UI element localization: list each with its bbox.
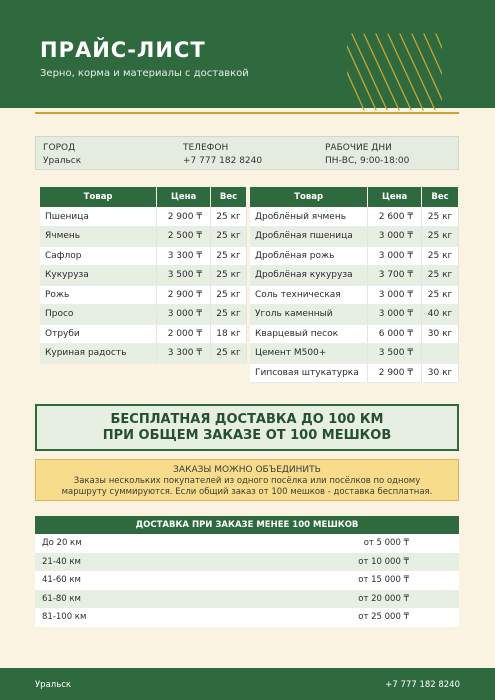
product-price: 3 000 ₸ <box>368 246 422 266</box>
product-price: 3 000 ₸ <box>368 285 422 305</box>
product-weight: 18 кг <box>211 324 247 344</box>
table-row <box>40 227 247 247</box>
product-name: Отруби <box>40 324 157 344</box>
delivery-table-title: ДОСТАВКА ПРИ ЗАКАЗЕ МЕНЕЕ 100 МЕШКОВ <box>35 516 459 534</box>
header-banner <box>0 0 495 108</box>
table-row <box>250 227 459 247</box>
product-name: Просо <box>40 305 157 325</box>
column-header-weight: Вес <box>422 187 459 207</box>
product-price: 2 000 ₸ <box>157 324 211 344</box>
product-weight: 30 кг <box>422 363 459 383</box>
table-row <box>250 285 459 305</box>
product-weight <box>422 344 459 364</box>
table-row <box>250 344 459 364</box>
product-name: Соль техническая <box>250 285 368 305</box>
product-price: 3 500 ₸ <box>157 266 211 286</box>
table-row <box>250 324 459 344</box>
product-name: Цемент М500+ <box>250 344 368 364</box>
delivery-distance: 61-80 км <box>35 590 275 609</box>
product-weight: 25 кг <box>422 266 459 286</box>
product-name: Дроблёная пшеница <box>250 227 368 247</box>
product-price: 2 900 ₸ <box>157 285 211 305</box>
product-name: Пшеница <box>40 207 157 227</box>
product-name: Кварцевый песок <box>250 324 368 344</box>
product-name: Уголь каменный <box>250 305 368 325</box>
product-name: Дроблёная кукуруза <box>250 266 368 286</box>
note-title: ЗАКАЗЫ МОЖНО ОБЪЕДИНИТЬ <box>173 465 321 475</box>
product-price: 3 500 ₸ <box>368 344 422 364</box>
column-header-price: Цена <box>157 187 211 207</box>
city-value: Уральск <box>43 156 82 166</box>
page-subtitle: Зерно, корма и материалы с доставкой <box>40 68 249 79</box>
table-row <box>40 305 247 325</box>
table-row <box>40 207 247 227</box>
days-value: ПН-ВС, 9:00-18:00 <box>325 156 410 166</box>
product-name: Ячмень <box>40 227 157 247</box>
product-price: 3 300 ₸ <box>157 246 211 266</box>
table-row <box>40 285 247 305</box>
table-row <box>250 363 459 383</box>
product-weight: 30 кг <box>422 324 459 344</box>
empty-cell <box>40 363 247 383</box>
table-row <box>40 324 247 344</box>
footer-city: Уральск <box>35 680 72 690</box>
table-row <box>250 246 459 266</box>
product-price: 2 900 ₸ <box>157 207 211 227</box>
table-row <box>250 266 459 286</box>
days-label: РАБОЧИЕ ДНИ <box>325 143 392 153</box>
product-price: 2 600 ₸ <box>368 207 422 227</box>
footer <box>0 668 495 700</box>
product-weight: 25 кг <box>211 305 247 325</box>
product-price: 3 000 ₸ <box>368 305 422 325</box>
delivery-row <box>35 534 459 553</box>
delivery-cost: от 10 000 ₸ <box>275 553 459 572</box>
product-name: Куриная радость <box>40 344 157 364</box>
product-name: Рожь <box>40 285 157 305</box>
product-name: Дроблёная рожь <box>250 246 368 266</box>
price-table-left <box>40 187 247 383</box>
product-weight: 25 кг <box>211 207 247 227</box>
product-price: 2 900 ₸ <box>368 363 422 383</box>
delivery-distance: До 20 км <box>35 534 275 553</box>
product-name: Кукуруза <box>40 266 157 286</box>
column-header-product: Товар <box>40 187 157 207</box>
delivery-row <box>35 590 459 609</box>
product-weight: 25 кг <box>422 285 459 305</box>
product-weight: 25 кг <box>422 227 459 247</box>
column-header-product: Товар <box>250 187 368 207</box>
product-weight: 25 кг <box>211 227 247 247</box>
city-label: ГОРОД <box>43 143 76 153</box>
product-weight: 40 кг <box>422 305 459 325</box>
gold-divider <box>35 112 459 114</box>
empty-row <box>40 363 247 383</box>
delivery-cost: от 15 000 ₸ <box>275 571 459 590</box>
combine-orders-note <box>35 459 459 501</box>
delivery-cost: от 5 000 ₸ <box>275 534 459 553</box>
product-price: 6 000 ₸ <box>368 324 422 344</box>
free-delivery-banner <box>35 404 459 451</box>
table-row <box>40 266 247 286</box>
column-header-price: Цена <box>368 187 422 207</box>
product-weight: 25 кг <box>422 207 459 227</box>
table-row <box>250 305 459 325</box>
product-price: 2 500 ₸ <box>157 227 211 247</box>
product-name: Гипсовая штукатурка <box>250 363 368 383</box>
delivery-row <box>35 608 459 627</box>
product-name: Дроблёный ячмень <box>250 207 368 227</box>
page-title: ПРАЙС-ЛИСТ <box>40 38 206 62</box>
product-name: Сафлор <box>40 246 157 266</box>
product-weight: 25 кг <box>211 246 247 266</box>
column-header-weight: Вес <box>211 187 247 207</box>
product-weight: 25 кг <box>422 246 459 266</box>
contact-info-bar <box>35 136 459 170</box>
phone-label: ТЕЛЕФОН <box>183 143 229 153</box>
delivery-distance: 21-40 км <box>35 553 275 572</box>
price-table-right <box>250 187 459 383</box>
delivery-row <box>35 571 459 590</box>
wheat-icon <box>347 30 442 112</box>
product-price: 3 000 ₸ <box>368 227 422 247</box>
product-weight: 25 кг <box>211 285 247 305</box>
promo-line-2: ПРИ ОБЩЕМ ЗАКАЗЕ ОТ 100 МЕШКОВ <box>102 428 392 443</box>
delivery-distance: 81-100 км <box>35 608 275 627</box>
product-price: 3 000 ₸ <box>157 305 211 325</box>
table-row <box>40 344 247 364</box>
phone-value[interactable]: +7 777 182 8240 <box>183 156 263 166</box>
delivery-cost: от 25 000 ₸ <box>275 608 459 627</box>
delivery-cost-table <box>35 516 459 627</box>
promo-line-1: БЕСПЛАТНАЯ ДОСТАВКА ДО 100 КМ <box>110 412 384 427</box>
delivery-distance: 41-60 км <box>35 571 275 590</box>
product-price: 3 300 ₸ <box>157 344 211 364</box>
table-row <box>40 246 247 266</box>
product-weight: 25 кг <box>211 266 247 286</box>
product-weight: 25 кг <box>211 344 247 364</box>
note-body: Заказы нескольких покупателей из одного посёлка или посёлков по одному маршруту суммируются. Если общий заказ от 100 мешков - доставка бесплатная. <box>61 476 433 497</box>
product-price: 3 700 ₸ <box>368 266 422 286</box>
delivery-row <box>35 553 459 572</box>
delivery-cost: от 20 000 ₸ <box>275 590 459 609</box>
table-row <box>250 207 459 227</box>
footer-phone[interactable]: +7 777 182 8240 <box>385 680 460 690</box>
